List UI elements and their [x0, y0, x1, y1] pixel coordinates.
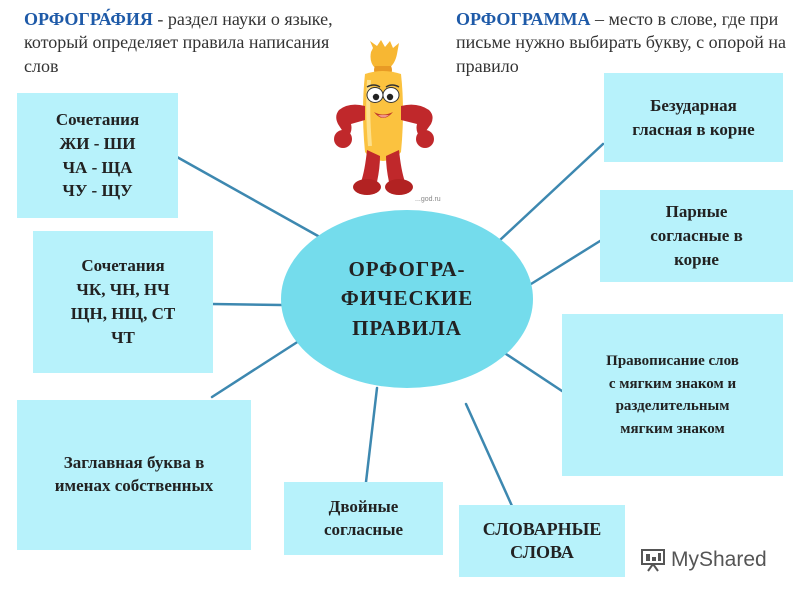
definition-orthography-text: - раздел науки о языке, который определяет правила написания слов: [24, 9, 333, 76]
rule-box-soft-sign: [562, 314, 783, 476]
rule-box-line: ЖИ - ШИ: [59, 133, 136, 153]
rule-box-line: ЩН, НЩ, СТ: [70, 304, 176, 323]
rule-box-line: Безударная: [650, 95, 737, 115]
connector-dict: [466, 404, 512, 506]
rule-box-line: СЛОВАРНЫЕ: [482, 518, 602, 539]
definition-orthogram: [456, 8, 800, 78]
center-node-line: ФИЧЕСКИЕ: [340, 286, 474, 311]
rule-box-line: СЛОВА: [510, 542, 574, 562]
definition-orthogram-term: ОРФОГРАММА: [456, 9, 591, 29]
rule-box-paired-consonants: [600, 190, 793, 282]
rule-box-line: разделительным: [615, 398, 730, 414]
watermark-label: MyShared: [671, 548, 767, 571]
rule-box-double-consonants: [284, 482, 443, 555]
myshared-watermark: [640, 548, 767, 572]
connector-paired: [531, 241, 600, 284]
rule-box-capital-letter: [17, 400, 251, 550]
definition-orthogram-text: – место в слове, где при письме нужно выбирать букву, с опорой на правило: [456, 9, 786, 76]
rule-box-chk-chn: [33, 231, 213, 373]
connector-soft: [503, 352, 562, 391]
rule-box-line: согласные: [323, 519, 404, 539]
connector-double: [366, 388, 377, 482]
rule-box-line: мягким знаком: [620, 420, 725, 437]
rule-box-line: согласные в: [650, 226, 743, 246]
center-node-line: ПРАВИЛА: [352, 315, 462, 340]
definition-orthography: [24, 8, 364, 78]
mascot-credit: ...god.ru: [415, 196, 441, 203]
presentation-screen-icon: [640, 548, 666, 572]
rule-box-line: ЧА - ЩА: [62, 157, 133, 177]
rule-box-line: именах собственных: [54, 476, 214, 495]
rule-box-line: Правописание слов: [606, 353, 739, 369]
rule-box-line: Сочетания: [55, 109, 140, 129]
connector-zhi: [177, 157, 318, 236]
rule-box-line: Сочетания: [81, 256, 165, 276]
connector-unstressed: [500, 144, 603, 240]
rule-box-line: гласная в корне: [632, 119, 755, 139]
rule-box-line: Парные: [665, 202, 728, 222]
center-node-spelling-rules: [281, 210, 533, 388]
rule-box-line: Двойные: [328, 496, 399, 516]
center-node-line: ОРФОГРА-: [348, 256, 466, 281]
rule-box-zhi-shi: [17, 93, 178, 218]
rule-box-unstressed-vowel: [604, 73, 783, 162]
rule-box-line: с мягким знаком и: [608, 375, 737, 392]
candy-mascot-icon: [325, 40, 450, 205]
connector-chk: [212, 304, 282, 305]
rule-box-line: Заглавная буква в: [63, 453, 205, 473]
rule-box-line: ЧТ: [111, 327, 135, 347]
definition-orthography-term: ОРФОГРА́ФИЯ: [24, 9, 153, 29]
rule-box-line: ЧУ - ЩУ: [62, 181, 133, 201]
rule-box-dictionary-words: [459, 505, 625, 577]
rule-box-line: корне: [674, 249, 719, 269]
rule-box-line: ЧК, ЧН, НЧ: [76, 280, 170, 300]
